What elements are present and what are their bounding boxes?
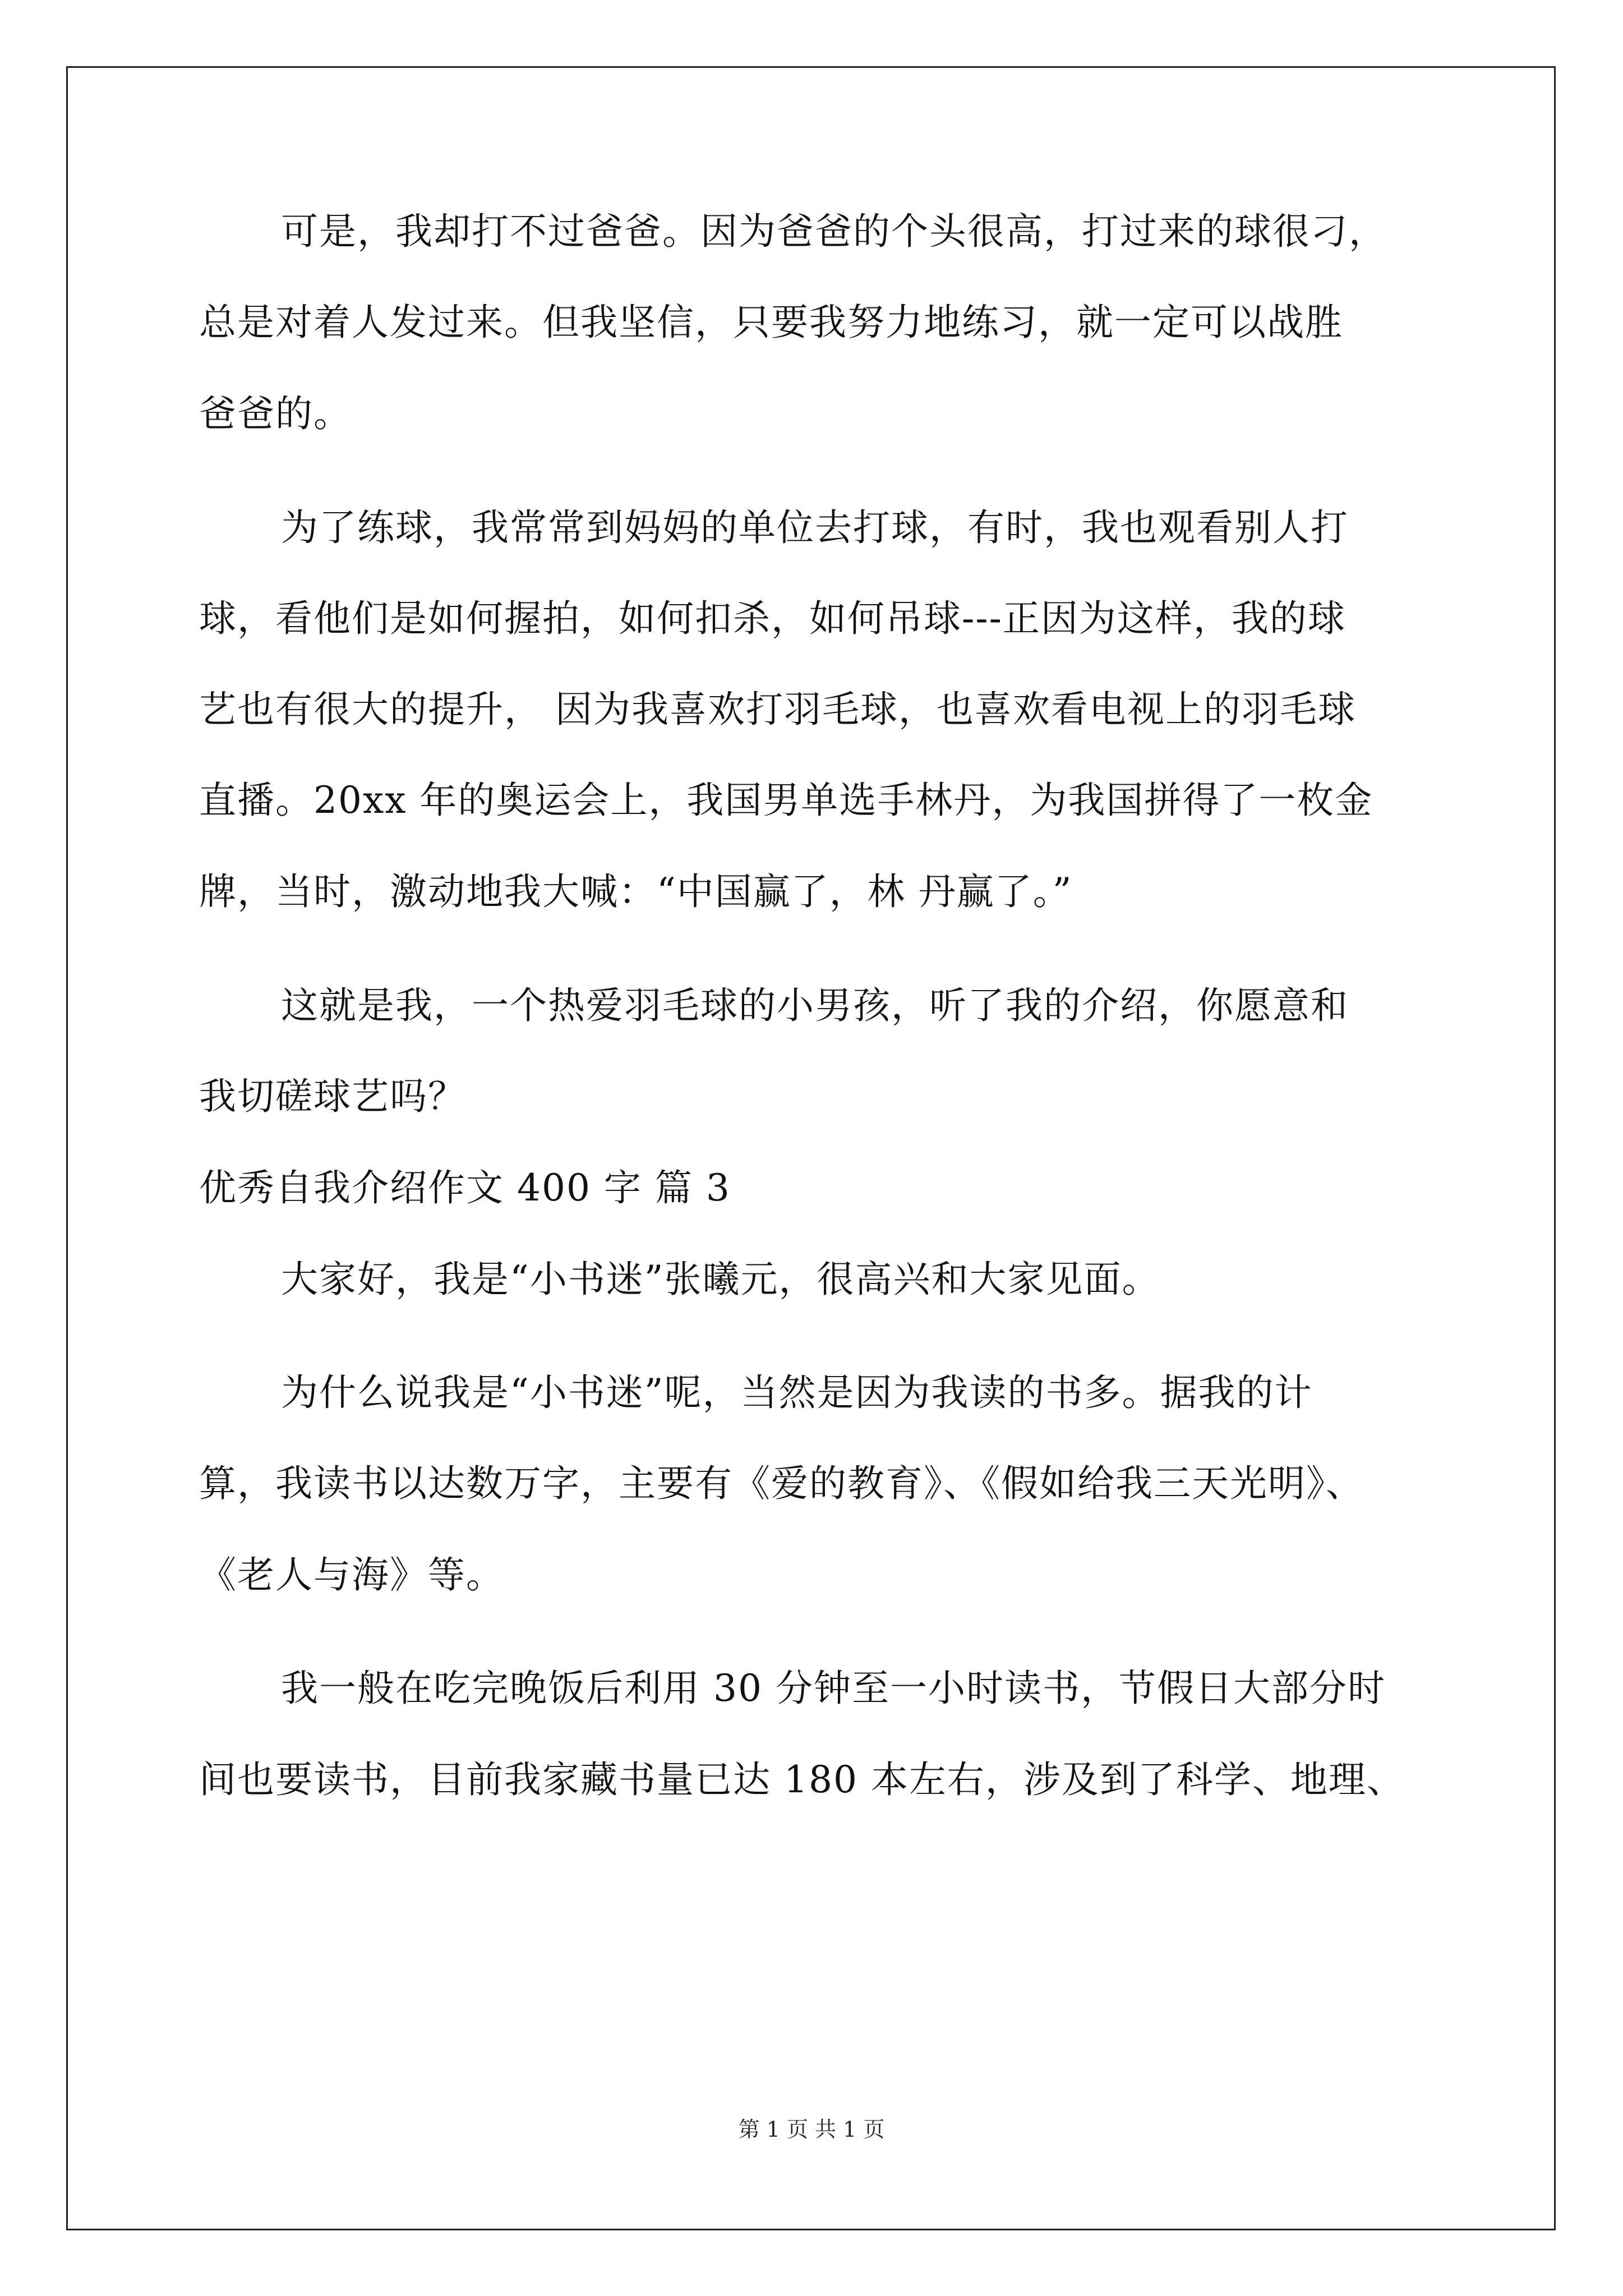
paragraph-1-line-1: 可是，我却打不过爸爸。因为爸爸的个头很高，打过来的球很刁，: [281, 210, 1387, 253]
paragraph-3-line-2: 我切磋球艺吗？: [199, 1075, 466, 1118]
paragraph-2-line-1: 为了练球，我常常到妈妈的单位去打球，有时，我也观看别人打: [281, 506, 1349, 549]
paragraph-2-line-5: 牌，当时，激动地我大喊：“中国赢了，林 丹赢了。”: [199, 870, 1073, 913]
page-footer: 第 1 页 共 1 页: [738, 2117, 885, 2142]
paragraph-4-line-1: 大家好，我是“小书迷”张曦元，很高兴和大家见面。: [281, 1258, 1160, 1301]
paragraph-2-line-2: 球，看他们是如何握拍，如何扣杀，如何吊球---正因为这样，我的球: [199, 597, 1346, 640]
paragraph-3-line-1: 这就是我，一个热爱羽毛球的小男孩，听了我的介绍，你愿意和: [281, 984, 1349, 1027]
paragraph-2-line-4: 直播。20xx 年的奥运会上，我国男单选手林丹，为我国拼得了一枚金: [199, 779, 1373, 822]
paragraph-5-line-2: 算，我读书以达数万字，主要有《爱的教育》、《假如给我三天光明》、: [199, 1462, 1364, 1505]
section-heading: 优秀自我介绍作文 400 字 篇 3: [199, 1166, 731, 1209]
paragraph-5-line-1: 为什么说我是“小书迷”呢，当然是因为我读的书多。据我的计: [281, 1371, 1313, 1414]
paragraph-6-line-1: 我一般在吃完晚饭后利用 30 分钟至一小时读书，节假日大部分时: [281, 1667, 1386, 1710]
page-border: [66, 66, 1556, 2230]
paragraph-6-line-2: 间也要读书，目前我家藏书量已达 180 本左右，涉及到了科学、地理、: [199, 1758, 1405, 1801]
paragraph-1-line-3: 爸爸的。: [199, 392, 352, 435]
paragraph-5-line-3: 《老人与海》等。: [199, 1553, 504, 1596]
paragraph-1-line-2: 总是对着人发过来。但我坚信，只要我努力地练习，就一定可以战胜: [199, 301, 1343, 344]
paragraph-2-line-3: 艺也有很大的提升， 因为我喜欢打羽毛球，也喜欢看电视上的羽毛球: [199, 688, 1356, 731]
